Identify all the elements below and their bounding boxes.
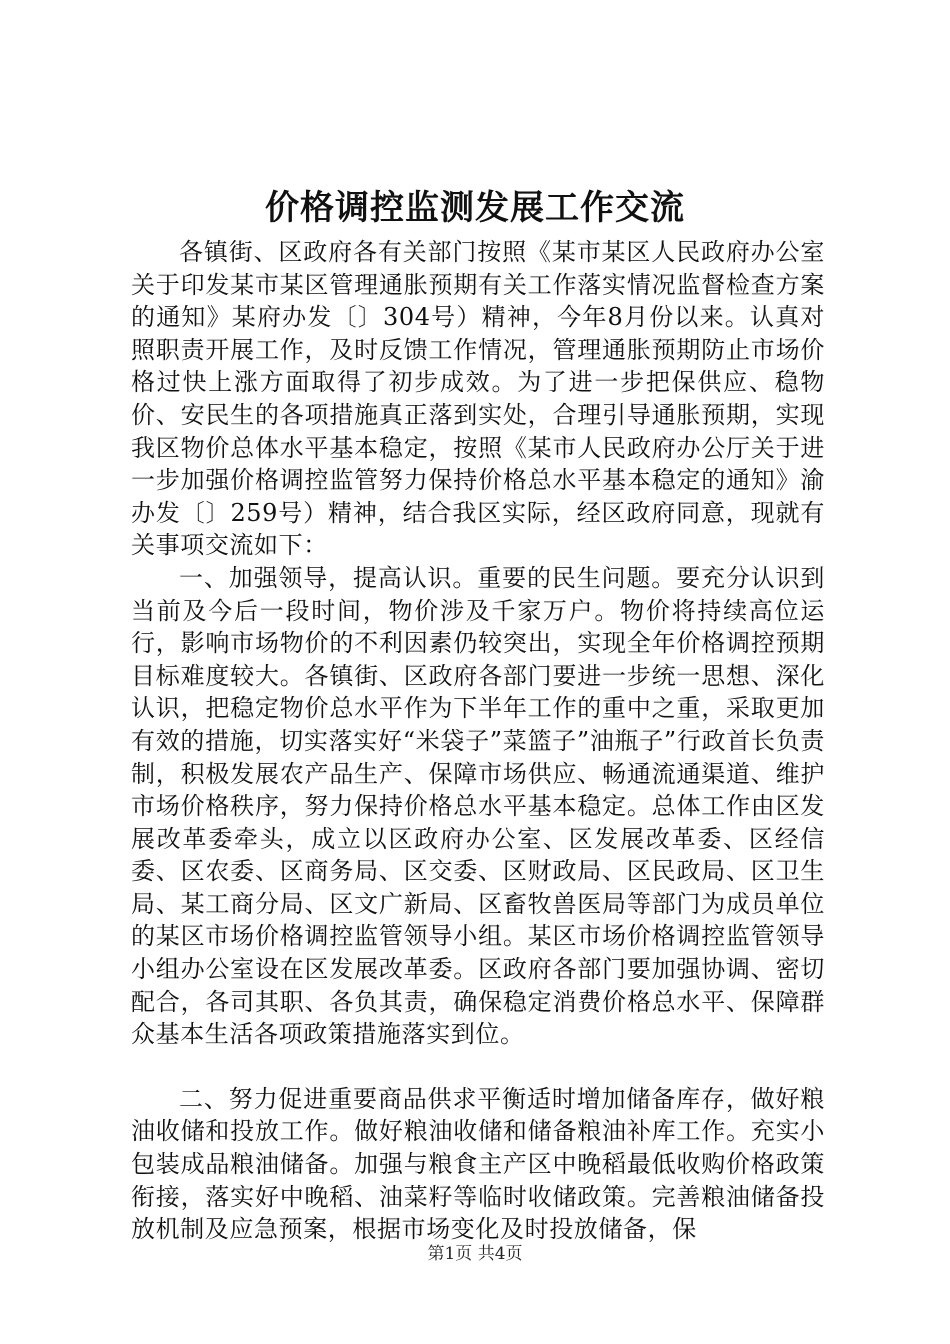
paragraph-spacer (131, 1051, 825, 1083)
paragraph-section-1: 一、加强领导，提高认识。重要的民生问题。要充分认识到当前及今后一段时间，物价涉及千家万户。物价将持续高位运行，影响市场物价的不利因素仍较突出，实现全年价格调控预期目标难度较大。各镇街、区政府各部门要进一步统一思想、深化认识，把稳定物价总水平作为下半年工作的重中之重，采取更加有效的措施，切实落实好“米袋子”菜篮子”油瓶子”行政首长负责制，积极发展农产品生产、保障市场供应、畅通流通渠道、维护市场价格秩序，努力保持价格总水平基本稳定。总体工作由区发展改革委牵头，成立以区政府办公室、区发展改革委、区经信委、区农委、区商务局、区交委、区财政局、区民政局、区卫生局、某工商分局、区文广新局、区畜牧兽医局等部门为成员单位的某区市场价格调控监管领导小组。某区市场价格调控监管领导小组办公室设在区发展改革委。区政府各部门要加强协调、密切配合，各司其职、各负其责，确保稳定消费价格总水平、保障群众基本生活各项政策措施落实到位。 (131, 563, 825, 1049)
paragraph-intro: 各镇街、区政府各有关部门按照《某市某区人民政府办公室关于印发某市某区管理通胀预期有关工作落实情况监督检查方案的通知》某府办发〔〕304号）精神，今年8月份以来。认真对照职责开展工作，及时反馈工作情况，管理通胀预期防止市场价格过快上涨方面取得了初步成效。为了进一步把保供应、稳物价、安民生的各项措施真正落到实处，合理引导通胀预期，实现我区物价总体水平基本稳定，按照《某市人民政府办公厅关于进一步加强价格调控监管努力保持价格总水平基本稳定的通知》渝办发〔〕259号）精神，结合我区实际，经区政府同意，现就有关事项交流如下： (131, 238, 825, 560)
paragraph-section-2: 二、努力促进重要商品供求平衡适时增加储备库存，做好粮油收储和投放工作。做好粮油收储和储备粮油补库工作。充实小包装成品粮油储备。加强与粮食主产区中晚稻最低收购价格政策衔接，落实好中晚稻、油菜籽等临时收储政策。完善粮油储备投放机制及应急预案，根据市场变化及时投放储备，保 (131, 1084, 825, 1244)
document-title: 价格调控监测发展工作交流 (265, 188, 685, 228)
page-number: 第1页 共4页 (427, 1244, 523, 1264)
document-body (131, 236, 825, 1246)
